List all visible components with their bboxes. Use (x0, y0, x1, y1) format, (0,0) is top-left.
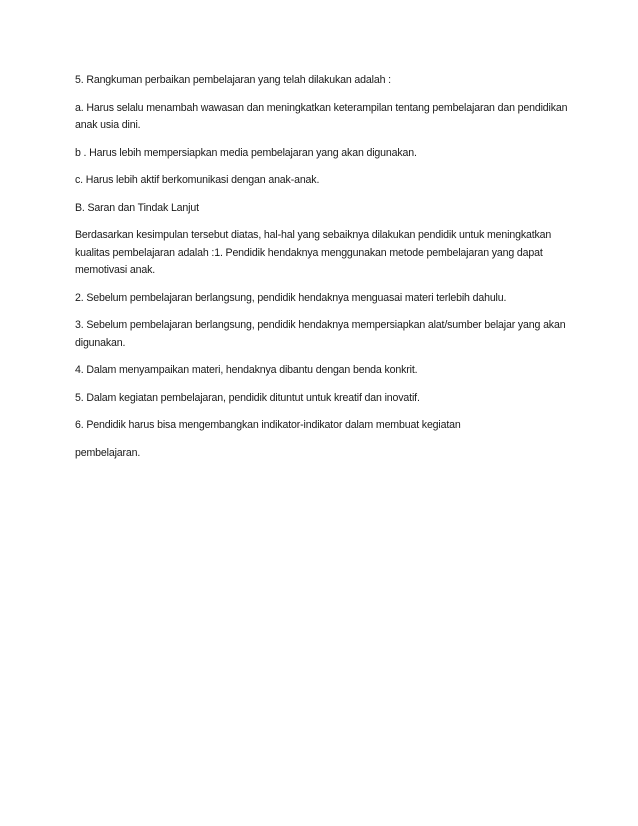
recommendation-item-6-continued: pembelajaran. (75, 446, 141, 459)
recommendation-item-5: 5. Dalam kegiatan pembelajaran, pendidik dituntut untuk kreatif dan inovatif. (75, 391, 420, 404)
document-body (75, 72, 570, 472)
summary-item-a: a. Harus selalu menambah wawasan dan meningkatkan keterampilan tentang pembelajaran dan pendidikan anak usia dini. (75, 101, 568, 131)
summary-heading: 5. Rangkuman perbaikan pembelajaran yang telah dilakukan adalah : (75, 74, 391, 86)
recommendation-item-4: 4. Dalam menyampaikan materi, hendaknya dibantu dengan benda konkrit. (75, 364, 418, 376)
recommendation-item-6: 6. Pendidik harus bisa mengembangkan indikator-indikator dalam membuat kegiatan (75, 419, 461, 431)
summary-item-c: c. Harus lebih aktif berkomunikasi dengan anak-anak. (75, 174, 320, 186)
recommendation-item-2: 2. Sebelum pembelajaran berlangsung, pendidik hendaknya menguasai materi terlebih dahulu. (75, 291, 507, 304)
recommendation-intro: Berdasarkan kesimpulan tersebut diatas, hal-hal yang sebaiknya dilakukan pendidik untuk meningkatkan kualitas pembelajaran adalah :1. Pendidik hendaknya menggunakan metode pembelajaran yang dapat memotivasi anak. (75, 229, 552, 276)
section-heading-saran: B. Saran dan Tindak Lanjut (75, 201, 199, 214)
summary-item-b: b . Harus lebih mempersiapkan media pembelajaran yang akan digunakan. (75, 146, 417, 159)
recommendation-item-3: 3. Sebelum pembelajaran berlangsung, pendidik hendaknya mempersiapkan alat/sumber belajar yang akan digunakan. (75, 319, 566, 349)
